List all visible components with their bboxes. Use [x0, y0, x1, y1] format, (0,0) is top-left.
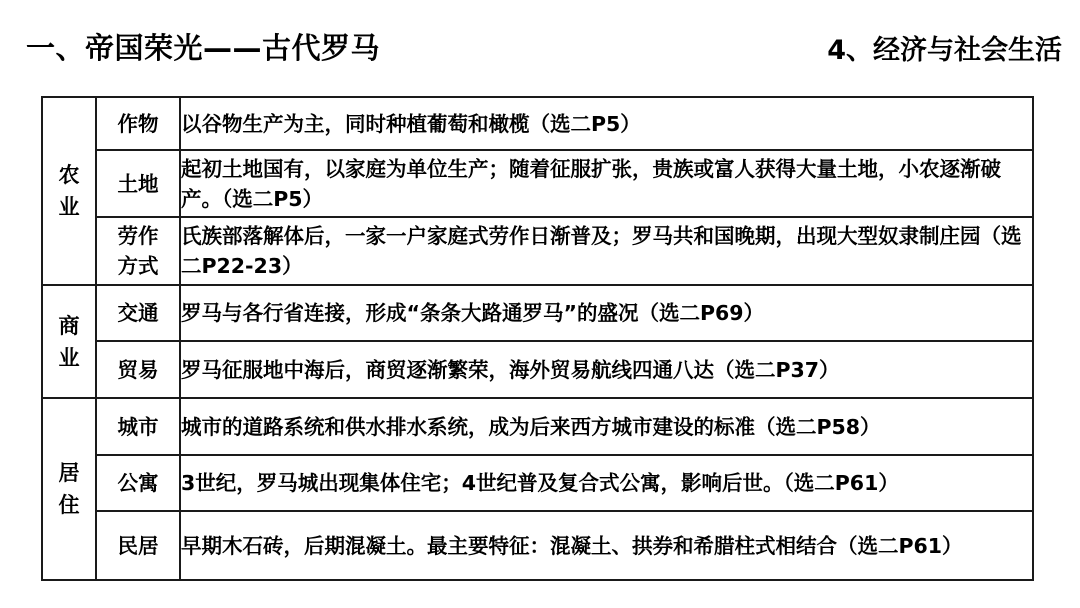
item-trade: 贸易 — [96, 341, 180, 398]
category-residence — [42, 398, 96, 580]
item-transport: 交通 — [96, 285, 180, 341]
item-line: 方式 — [117, 254, 159, 278]
category-char: 业 — [58, 195, 80, 219]
table-row — [42, 511, 1033, 580]
description-cell: 城市的道路系统和供水排水系统，成为后来西方城市建设的标准（选二P58） — [180, 398, 1033, 455]
table-row — [42, 398, 1033, 455]
category-char: 业 — [58, 345, 80, 370]
page-title: 一、帝国荣光——古代罗马 — [26, 31, 381, 65]
description-cell: 3世纪，罗马城出现集体住宅；4世纪普及复合式公寓，影响后世。（选二P61） — [180, 455, 1033, 511]
category-char: 住 — [58, 493, 80, 517]
item-line: 劳作 — [117, 224, 159, 248]
table-row — [42, 285, 1033, 341]
table-row — [42, 97, 1033, 150]
section-title: 4、经济与社会生活 — [827, 35, 1062, 66]
description-cell: 早期木石砖，后期混凝土。最主要特征：混凝土、拱券和希腊柱式相结合（选二P61） — [180, 511, 1033, 580]
table-row — [42, 341, 1033, 398]
economy-society-table — [41, 96, 1034, 581]
item-city: 城市 — [96, 398, 180, 455]
category-commerce — [42, 285, 96, 398]
table-row — [42, 455, 1033, 511]
item-labor-mode — [96, 217, 180, 285]
description-cell: 起初土地国有，以家庭为单位生产；随着征服扩张，贵族或富人获得大量土地，小农逐渐破产。（选二P5） — [180, 150, 1033, 217]
item-land: 土地 — [96, 150, 180, 217]
description-cell: 以谷物生产为主，同时种植葡萄和橄榄（选二P5） — [180, 97, 1033, 150]
description-cell: 罗马征服地中海后，商贸逐渐繁荣，海外贸易航线四通八达（选二P37） — [180, 341, 1033, 398]
description-cell: 氏族部落解体后，一家一户家庭式劳作日渐普及；罗马共和国晚期，出现大型奴隶制庄园（选二P22-23） — [180, 217, 1033, 285]
table-row — [42, 217, 1033, 285]
description-cell: 罗马与各行省连接，形成“条条大路通罗马”的盛况（选二P69） — [180, 285, 1033, 341]
category-char: 农 — [58, 163, 80, 187]
item-apartment: 公寓 — [96, 455, 180, 511]
table-row — [42, 150, 1033, 217]
category-agriculture — [42, 97, 96, 285]
category-char: 居 — [58, 461, 80, 485]
item-dwelling: 民居 — [96, 511, 180, 580]
category-char: 商 — [58, 313, 80, 338]
item-crops: 作物 — [96, 97, 180, 150]
